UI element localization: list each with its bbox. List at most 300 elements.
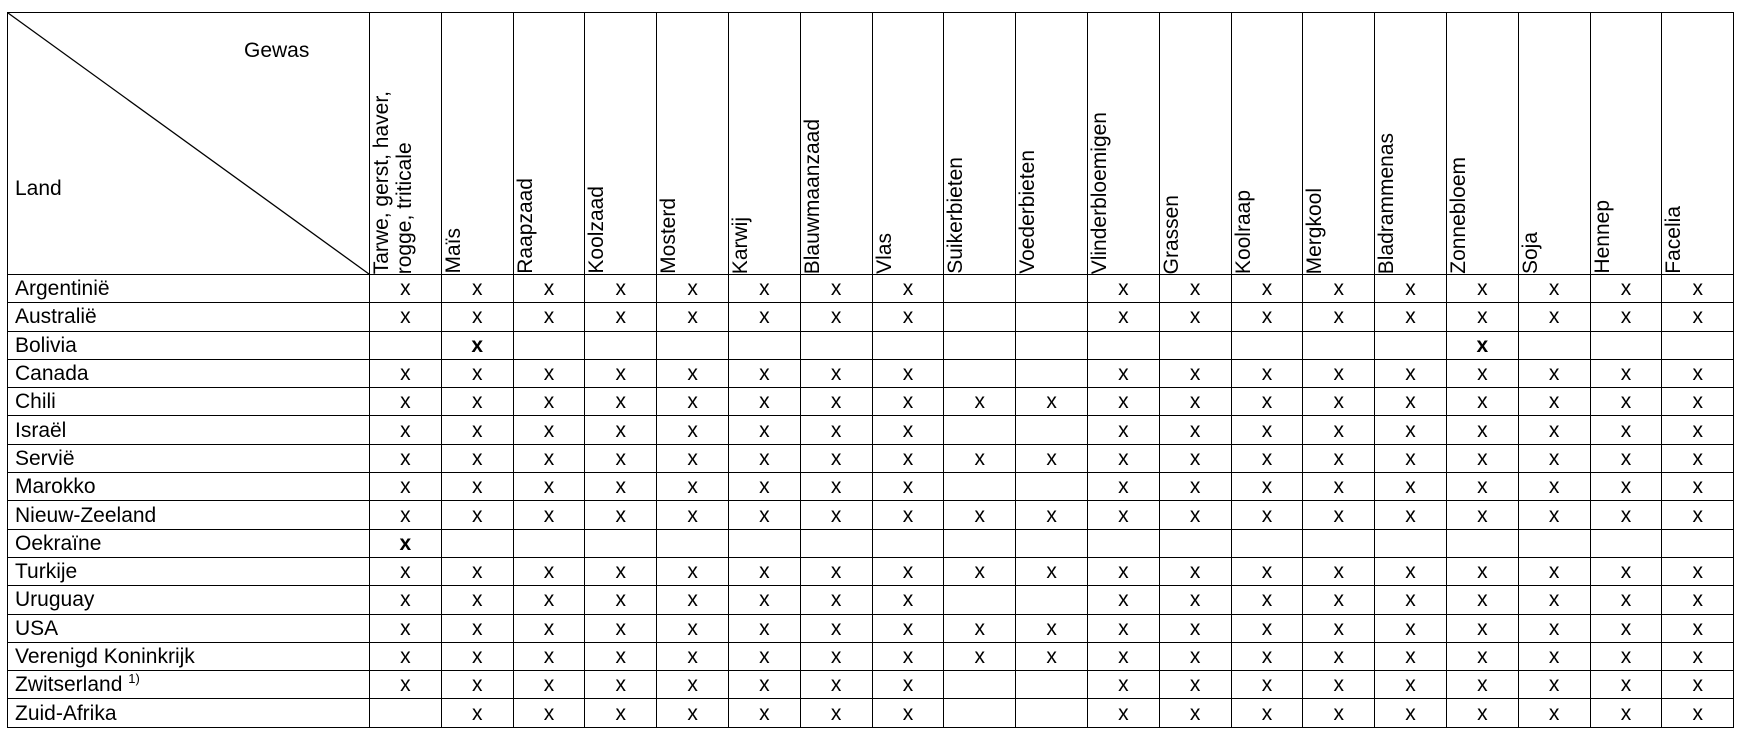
mark-value: x — [400, 418, 411, 442]
crop-name: Mergkool — [1303, 187, 1327, 274]
mark-cell — [441, 331, 513, 359]
mark-cell — [441, 444, 513, 472]
mark-cell — [872, 275, 944, 303]
mark-cell — [513, 473, 585, 501]
mark-cell — [1087, 671, 1159, 699]
mark-cell — [1016, 642, 1088, 670]
table-row — [8, 614, 1734, 642]
mark-value: x — [687, 362, 698, 386]
mark-value: x — [1692, 446, 1703, 470]
mark-value: x — [400, 588, 411, 612]
mark-cell — [1087, 473, 1159, 501]
mark-cell — [1087, 614, 1159, 642]
mark-value: x — [615, 362, 627, 386]
mark-cell — [1016, 416, 1088, 444]
mark-value: x — [687, 503, 698, 527]
column-header — [872, 13, 944, 275]
mark-cell — [1662, 388, 1734, 416]
mark-value: x — [687, 446, 698, 470]
mark-cell — [800, 614, 872, 642]
mark-value: x — [1477, 362, 1488, 386]
mark-cell — [800, 303, 872, 331]
mark-value: x — [1692, 362, 1703, 386]
mark-cell — [370, 614, 442, 642]
mark-cell — [1446, 671, 1518, 699]
mark-cell — [1016, 303, 1088, 331]
country-cell — [8, 331, 370, 359]
mark-value: x — [400, 446, 411, 470]
mark-value: x — [400, 503, 411, 527]
mark-cell — [1375, 331, 1447, 359]
mark-cell — [513, 359, 585, 387]
country-name: Oekraïne — [15, 531, 102, 555]
mark-value: x — [543, 362, 555, 386]
mark-value: x — [1548, 277, 1560, 301]
mark-value: x — [830, 673, 842, 697]
crop-name: Blauwmaanzaad — [800, 118, 824, 274]
mark-cell — [728, 359, 800, 387]
mark-value: x — [1261, 446, 1273, 470]
mark-cell — [1662, 275, 1734, 303]
mark-value: x — [974, 503, 986, 527]
mark-cell — [1590, 416, 1662, 444]
mark-value: x — [830, 362, 842, 386]
mark-value: x — [902, 277, 914, 301]
country-cell — [8, 614, 370, 642]
mark-value: x — [1405, 305, 1416, 329]
mark-value: x — [471, 588, 483, 612]
mark-cell — [585, 699, 657, 727]
mark-cell — [1303, 331, 1375, 359]
mark-value: x — [687, 305, 698, 329]
mark-value: x — [1620, 588, 1632, 612]
mark-value: x — [400, 390, 411, 414]
mark-value: x — [1118, 390, 1129, 414]
mark-cell — [800, 586, 872, 614]
mark-cell — [1087, 501, 1159, 529]
mark-value: x — [759, 305, 770, 329]
mark-value: x — [759, 390, 770, 414]
mark-value: x — [1548, 503, 1560, 527]
mark-value: x — [830, 305, 842, 329]
mark-value: x — [687, 475, 698, 499]
mark-value: x — [902, 588, 914, 612]
mark-value: x — [759, 645, 770, 668]
mark-cell — [1446, 275, 1518, 303]
mark-value: x — [1692, 701, 1703, 725]
mark-cell — [1518, 388, 1590, 416]
mark-cell — [1231, 557, 1303, 585]
mark-cell — [1375, 444, 1447, 472]
mark-cell — [1016, 473, 1088, 501]
mark-value: x — [687, 418, 698, 442]
mark-value: x — [615, 645, 627, 668]
mark-value: x — [1692, 588, 1703, 612]
crop-name: Maïs — [441, 228, 465, 274]
mark-value: x — [1261, 616, 1273, 640]
mark-value: x — [1189, 588, 1201, 612]
mark-value: x — [543, 390, 555, 414]
mark-cell — [944, 331, 1016, 359]
mark-cell — [728, 331, 800, 359]
mark-value: x — [471, 616, 483, 640]
mark-value: x — [759, 277, 770, 301]
mark-cell — [1231, 671, 1303, 699]
mark-cell — [1087, 416, 1159, 444]
mark-cell — [872, 416, 944, 444]
mark-cell — [1590, 501, 1662, 529]
column-header — [370, 13, 442, 275]
mark-cell — [1446, 388, 1518, 416]
mark-cell — [1159, 275, 1231, 303]
mark-value: x — [1692, 418, 1703, 442]
crop-name: Grassen — [1159, 194, 1183, 274]
mark-cell — [1375, 359, 1447, 387]
mark-cell — [1662, 699, 1734, 727]
mark-value: x — [1118, 560, 1129, 584]
mark-cell — [872, 303, 944, 331]
mark-cell — [800, 529, 872, 557]
mark-value: x — [902, 475, 914, 499]
mark-cell — [441, 501, 513, 529]
mark-cell — [441, 699, 513, 727]
mark-value: x — [687, 390, 698, 414]
mark-cell — [800, 444, 872, 472]
country-name: Zwitserland — [15, 673, 123, 697]
mark-cell — [944, 444, 1016, 472]
mark-cell — [657, 557, 729, 585]
mark-value: x — [830, 645, 842, 668]
footnote-marker: 1) — [128, 671, 140, 687]
mark-value: x — [1548, 305, 1560, 329]
column-header — [1446, 13, 1518, 275]
mark-value: x — [687, 616, 698, 640]
mark-cell — [657, 388, 729, 416]
mark-value: x — [615, 588, 627, 612]
mark-cell — [1016, 614, 1088, 642]
mark-value: x — [974, 616, 986, 640]
column-header — [1375, 13, 1447, 275]
mark-value: x — [1261, 277, 1273, 301]
mark-value: x — [400, 475, 411, 499]
mark-cell — [1518, 359, 1590, 387]
mark-value: x — [759, 475, 770, 499]
mark-cell — [657, 671, 729, 699]
mark-cell — [1662, 416, 1734, 444]
mark-value: x — [471, 701, 483, 725]
mark-cell — [728, 388, 800, 416]
mark-value: x — [1261, 390, 1273, 414]
mark-value: x — [399, 531, 412, 555]
mark-cell — [1087, 303, 1159, 331]
table-row — [8, 331, 1734, 359]
mark-cell — [1087, 444, 1159, 472]
corner-cell — [8, 13, 370, 275]
mark-cell — [585, 642, 657, 670]
mark-value: x — [1548, 446, 1560, 470]
mark-value: x — [902, 701, 914, 725]
mark-cell — [872, 671, 944, 699]
table-row — [8, 444, 1734, 472]
mark-cell — [1662, 529, 1734, 557]
mark-value: x — [615, 277, 627, 301]
mark-cell — [370, 359, 442, 387]
mark-value: x — [687, 560, 698, 584]
column-header — [944, 13, 1016, 275]
mark-cell — [1662, 614, 1734, 642]
mark-cell — [657, 331, 729, 359]
country-name: Turkije — [15, 560, 78, 584]
mark-cell — [1518, 331, 1590, 359]
mark-value: x — [1620, 503, 1632, 527]
mark-cell — [370, 671, 442, 699]
mark-cell — [370, 699, 442, 727]
table-row — [8, 416, 1734, 444]
mark-cell — [1159, 388, 1231, 416]
mark-value: x — [1405, 503, 1416, 527]
mark-value: x — [1261, 701, 1273, 725]
mark-cell — [872, 473, 944, 501]
country-name: Israël — [15, 418, 67, 442]
mark-cell — [1159, 303, 1231, 331]
mark-value: x — [1333, 560, 1344, 584]
country-name: Verenigd Koninkrijk — [15, 645, 195, 668]
mark-value: x — [400, 560, 411, 584]
mark-value: x — [1118, 588, 1129, 612]
mark-cell — [1231, 359, 1303, 387]
mark-value: x — [1405, 645, 1416, 668]
crop-name: Mosterd — [657, 198, 681, 274]
mark-value: x — [615, 418, 627, 442]
mark-cell — [370, 444, 442, 472]
mark-value: x — [902, 305, 914, 329]
mark-cell — [1303, 699, 1375, 727]
country-name: Australië — [15, 305, 97, 329]
crop-name: Bladrammenas — [1375, 132, 1399, 274]
mark-cell — [728, 557, 800, 585]
mark-cell — [1303, 359, 1375, 387]
mark-cell — [585, 473, 657, 501]
mark-value: x — [1692, 560, 1703, 584]
mark-cell — [1231, 586, 1303, 614]
mark-cell — [585, 416, 657, 444]
mark-cell — [1446, 416, 1518, 444]
mark-value: x — [1548, 673, 1560, 697]
mark-value: x — [1620, 560, 1632, 584]
mark-cell — [1231, 331, 1303, 359]
mark-value: x — [1405, 362, 1416, 386]
mark-cell — [872, 331, 944, 359]
mark-value: x — [830, 560, 842, 584]
mark-cell — [1016, 444, 1088, 472]
mark-cell — [1303, 642, 1375, 670]
mark-cell — [1590, 671, 1662, 699]
mark-value: x — [1261, 503, 1273, 527]
table-row — [8, 473, 1734, 501]
mark-value: x — [1333, 645, 1344, 668]
mark-value: x — [830, 418, 842, 442]
mark-cell — [1016, 529, 1088, 557]
mark-cell — [1016, 671, 1088, 699]
mark-cell — [1159, 359, 1231, 387]
mark-value: x — [1046, 390, 1057, 414]
mark-value: x — [1477, 701, 1488, 725]
mark-value: x — [1333, 418, 1344, 442]
mark-cell — [1231, 275, 1303, 303]
crop-axis-label: Gewas — [244, 39, 310, 62]
mark-cell — [657, 359, 729, 387]
mark-cell — [944, 388, 1016, 416]
mark-value: x — [1189, 362, 1201, 386]
column-header — [1016, 13, 1088, 275]
mark-cell — [1518, 671, 1590, 699]
crop-name: Vlinderbloemigen — [1087, 111, 1111, 274]
column-header — [1303, 13, 1375, 275]
mark-cell — [728, 501, 800, 529]
mark-value: x — [400, 673, 411, 697]
mark-cell — [1662, 642, 1734, 670]
mark-value: x — [1046, 446, 1057, 470]
mark-cell — [1590, 275, 1662, 303]
mark-value: x — [1046, 560, 1057, 584]
mark-cell — [1087, 642, 1159, 670]
mark-cell — [1446, 614, 1518, 642]
mark-cell — [585, 359, 657, 387]
country-cell — [8, 557, 370, 585]
mark-cell — [1231, 416, 1303, 444]
mark-cell — [1375, 642, 1447, 670]
mark-cell — [728, 529, 800, 557]
country-axis-label: Land — [15, 177, 62, 200]
mark-cell — [800, 359, 872, 387]
mark-cell — [657, 699, 729, 727]
mark-value: x — [471, 333, 484, 357]
country-name: Nieuw-Zeeland — [15, 503, 157, 527]
mark-value: x — [471, 418, 483, 442]
mark-value: x — [1189, 475, 1201, 499]
mark-value: x — [1333, 503, 1344, 527]
mark-cell — [1087, 331, 1159, 359]
country-cell — [8, 473, 370, 501]
mark-cell — [1518, 501, 1590, 529]
mark-cell — [1375, 275, 1447, 303]
mark-cell — [1231, 614, 1303, 642]
mark-cell — [800, 473, 872, 501]
mark-cell — [1159, 671, 1231, 699]
mark-value: x — [1046, 645, 1057, 668]
mark-value: x — [902, 362, 914, 386]
mark-cell — [1087, 699, 1159, 727]
mark-cell — [944, 359, 1016, 387]
mark-cell — [1159, 416, 1231, 444]
mark-value: x — [1548, 616, 1560, 640]
mark-cell — [944, 501, 1016, 529]
mark-value: x — [687, 277, 698, 301]
mark-value: x — [1261, 305, 1273, 329]
mark-cell — [1375, 671, 1447, 699]
mark-cell — [1662, 473, 1734, 501]
table-row — [8, 586, 1734, 614]
mark-cell — [657, 614, 729, 642]
table-row — [8, 275, 1734, 303]
mark-cell — [944, 529, 1016, 557]
mark-cell — [1590, 359, 1662, 387]
mark-value: x — [615, 701, 627, 725]
mark-value: x — [830, 701, 842, 725]
mark-cell — [657, 642, 729, 670]
mark-cell — [1303, 275, 1375, 303]
mark-cell — [585, 529, 657, 557]
mark-cell — [728, 586, 800, 614]
column-header — [441, 13, 513, 275]
country-cell — [8, 586, 370, 614]
mark-cell — [1446, 529, 1518, 557]
mark-value: x — [1118, 475, 1129, 499]
mark-cell — [585, 388, 657, 416]
mark-value: x — [1333, 475, 1344, 499]
country-name: Canada — [15, 362, 89, 386]
mark-cell — [728, 275, 800, 303]
country-cell — [8, 671, 370, 699]
mark-cell — [1518, 642, 1590, 670]
mark-cell — [370, 501, 442, 529]
mark-cell — [728, 642, 800, 670]
mark-cell — [513, 303, 585, 331]
mark-cell — [1590, 586, 1662, 614]
mark-cell — [872, 444, 944, 472]
mark-value: x — [1692, 616, 1703, 640]
mark-cell — [1303, 529, 1375, 557]
mark-cell — [1518, 416, 1590, 444]
mark-cell — [1446, 642, 1518, 670]
mark-value: x — [830, 616, 842, 640]
mark-value: x — [974, 560, 986, 584]
mark-cell — [1303, 388, 1375, 416]
mark-value: x — [1620, 616, 1632, 640]
table-row — [8, 529, 1734, 557]
mark-value: x — [1548, 588, 1560, 612]
mark-cell — [728, 416, 800, 444]
mark-value: x — [615, 503, 627, 527]
mark-value: x — [1333, 616, 1344, 640]
mark-cell — [800, 642, 872, 670]
mark-value: x — [1620, 305, 1632, 329]
mark-cell — [1375, 501, 1447, 529]
mark-value: x — [1333, 673, 1344, 697]
mark-cell — [370, 586, 442, 614]
mark-value: x — [1405, 418, 1416, 442]
mark-cell — [1590, 614, 1662, 642]
mark-cell — [1375, 529, 1447, 557]
mark-value: x — [1118, 503, 1129, 527]
mark-value: x — [1333, 701, 1344, 725]
mark-cell — [1303, 557, 1375, 585]
mark-value: x — [687, 645, 698, 668]
mark-cell — [370, 473, 442, 501]
mark-value: x — [759, 362, 770, 386]
mark-cell — [1087, 388, 1159, 416]
mark-cell — [1590, 331, 1662, 359]
mark-value: x — [1333, 390, 1344, 414]
mark-cell — [1159, 699, 1231, 727]
mark-cell — [1303, 473, 1375, 501]
mark-value: x — [1620, 475, 1632, 499]
mark-value: x — [543, 588, 555, 612]
mark-value: x — [1692, 305, 1703, 329]
column-header — [1662, 13, 1734, 275]
mark-cell — [1662, 671, 1734, 699]
mark-value: x — [1548, 645, 1560, 668]
